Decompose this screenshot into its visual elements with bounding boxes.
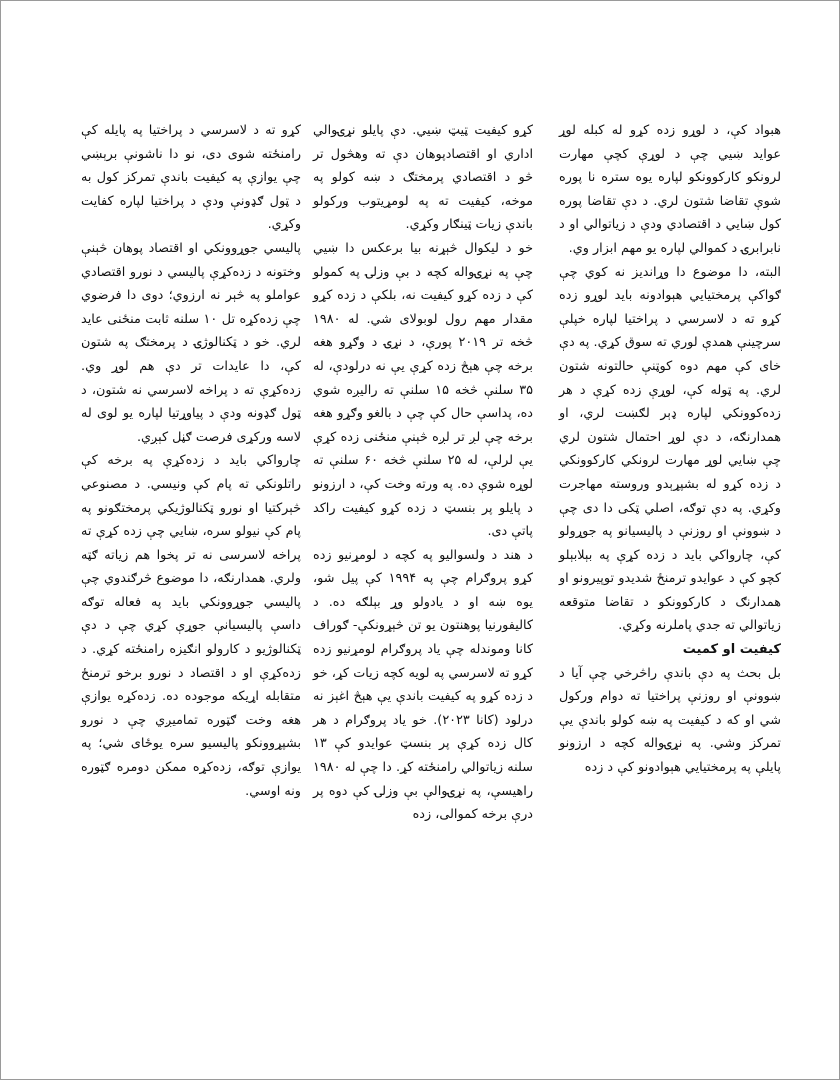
paragraph: البته، دا موضوع دا وړاندیز نه کوي چې ګواکې پرمختیايي هېوادونه بايد لوړو زده کړو ته د لاسرسي د پراختيا لپاره خپلې سرچينې همدې لوري ته سوق کړي. په دې خاى کې مهم دوه کوټنې حالتونه شتون لري. په ټوله کې، لوړې زده کړې د هر زده‌کوونکي لپاره ډېر لګښت لري، او همدارنګه، د دې لوړ احتمال شتون لري چې ښايي لوړ مهارت لرونکي کارکوونکي د زده کړو له بشپړېدو وروسته مهاجرت وکړي. په دې توګه، اصلي ټکی دا دی چې د ښوونې او روزنې د پالیسیانو په جوړولو کې، چارواکي بايد د زده کړې په بېلابېلو کچو کې د عوايدو ترمنځ شديدو توپيرونو او همدارنګ د کارکوونکو د تقاضا متوقعه زياتوالي ته جدي پاملرنه وکړي. — [559, 264, 781, 634]
paragraph: د هند د ولسواليو په کچه د لومړنيو زده کړو پروګرام چې په ۱۹۹۴ کې پيل شو، يوه ښه او د يادولو وړ بېلګه ده. د کاليفورنيا پوهنتون يو تن څېړونکې- ګوراف کانا وموندله چې ياد پروګرام لومړنيو زده کړو ته لاسرسي په لويه کچه زيات کړ، خو د زده کړو په کيفيت باندې يې هېڅ اغېز نه درلود (کانا ۲۰۲۳). خو ياد پروګرام د هر کال زده کړې پر بنسټ عوايدو کې ۱۳ سلنه زياتوالي رامنځته کړ. دا چې له ۱۹۸۰ راهيسې، په نړۍ‌والې بې وزلۍ کې دوه پر درې برخه کموالی، زده — [313, 547, 533, 823]
paragraph: خو د ليکوال څېړنه بيا برعکس دا ښيي چې په نړۍ‌واله کچه د بې وزلۍ په کمولو کې د زده کړو کيفيت نه، بلکې د زده کړو مقدار مهم رول لوبولای شي. له ۱۹۸۰ څخه تر ۲۰۱۹ پورې، د نړۍ د وګړو هغه برخه چې هېڅ زده کړې يې نه درلودې، له ۳۵ سلنې څخه ۱۵ سلنې ته رالیږه شوي ده، پداسې حال کې چې د بالغو وګړو هغه برخه چې لږ تر لږه څېنې منځنی زده کړې يې لرلې، له ۲۵ سلنې څخه ۶۰ سلنې ته لوړه شوې ده. په ورته وخت کې، د ارزونو د پايلو پر بنسټ د زده کړو کيفيت راکد پاتې دی. — [313, 240, 534, 540]
paragraph: چارواکي بايد د زده‌کړې په برخه کې راتلونکي ته پام کې ونيسي. د مصنوعي څېرکتيا او نورو ټکنالوژيکي پرمختګونو په پام کې نيولو سره، ښايي چې زده کړې ته پراخه لاسرسی نه تر پخوا هم زياته ګټه ولري. همدارنګه، دا موضوع څرګندوي چې پالیسي جوړوونکي بايد په فعاله توګه داسې پالیسيانې جوړې کړي چې د دې ټکنالوژيو د کارولو انګيزه رامنځته کړي. د زده‌کړې او د اقتصاد د نورو برخو ترمنځ متقابله اړيکه موجوده ده. زده‌کړه يوازې هغه وخت ګټوره تماميږي چې د نورو بشپړوونکو پاليسيو سره يوځای شي؛ په يوازې توګه، زده‌کړه ممکن دومره ګټوره ونه اوسي. — [81, 453, 301, 799]
text-column-right — [559, 119, 781, 780]
paragraph: کړو کيفيت ټيټ ښيي. دې پايلو نړۍ‌والي اداري او اقتصادپوهان دې ته وهڅول تر څو د اقتصادي پرمختګ د ښه کولو په موخه، کيفيت ته په لومړيتوب ورکولو باندې زيات ټينګار وکړي. — [313, 123, 533, 233]
text-column-middle — [313, 119, 533, 827]
paragraph: هبواد کې، د لوړو زده کړو له کبله لوړ عواید ښيي چې د لوړې کچې مهارت لرونکو کارکوونکو لپاره یوه ستره نا پوره شوې تقاضا شتون لري. د دې تقاضا پوره کول ښايي د اقتصادي ودې د زياتوالي او د نابرابرۍ د کموالي لپاره يو مهم ابزار وي. — [559, 123, 781, 256]
paragraph: کړو ته د لاسرسي د پراختيا په پايله کې رامنځته شوی دی، نو دا ناشونې برېښي چې يوازې په کيفيت باندې تمرکز کول به د ټول ګډونې ودې د پراختيا لپاره کفايت وکړي. — [81, 123, 301, 233]
text-column-left — [81, 119, 301, 803]
paragraph: بل بحث په دې باندې راڅرخي چې آيا د ښوونې او روزنې پراختيا ته دوام ورکول شي او که د کيفيت په ښه کولو باندې يې تمرکز وشي. په نړۍ‌واله کچه د ارزونو پايلې په پرمختیايي هېوادونو کې د زده — [559, 665, 781, 776]
section-heading: کيفيت او کميت — [682, 642, 781, 658]
paragraph: پالیسي جوړوونکي او اقتصاد پوهان څېنې وختونه د زده‌کړې پاليسي د نورو اقتصادي عواملو په څېر نه ارزوي؛ دوی دا فرضوي چې زده‌کړه تل ۱۰ سلنه ثابت منځنی عايد لري. خو د ټکنالوژۍ د پرمختګ په شتون کې، دا عايدات تر دې هم لوړ وي. زده‌کړې ته د پراخه لاسرسي نه شتون، د ټول ګډونه ودې د پياوړتيا لپاره يو لوی له لاسه ورکړی فرصت ګڼل کېږي. — [81, 240, 302, 445]
